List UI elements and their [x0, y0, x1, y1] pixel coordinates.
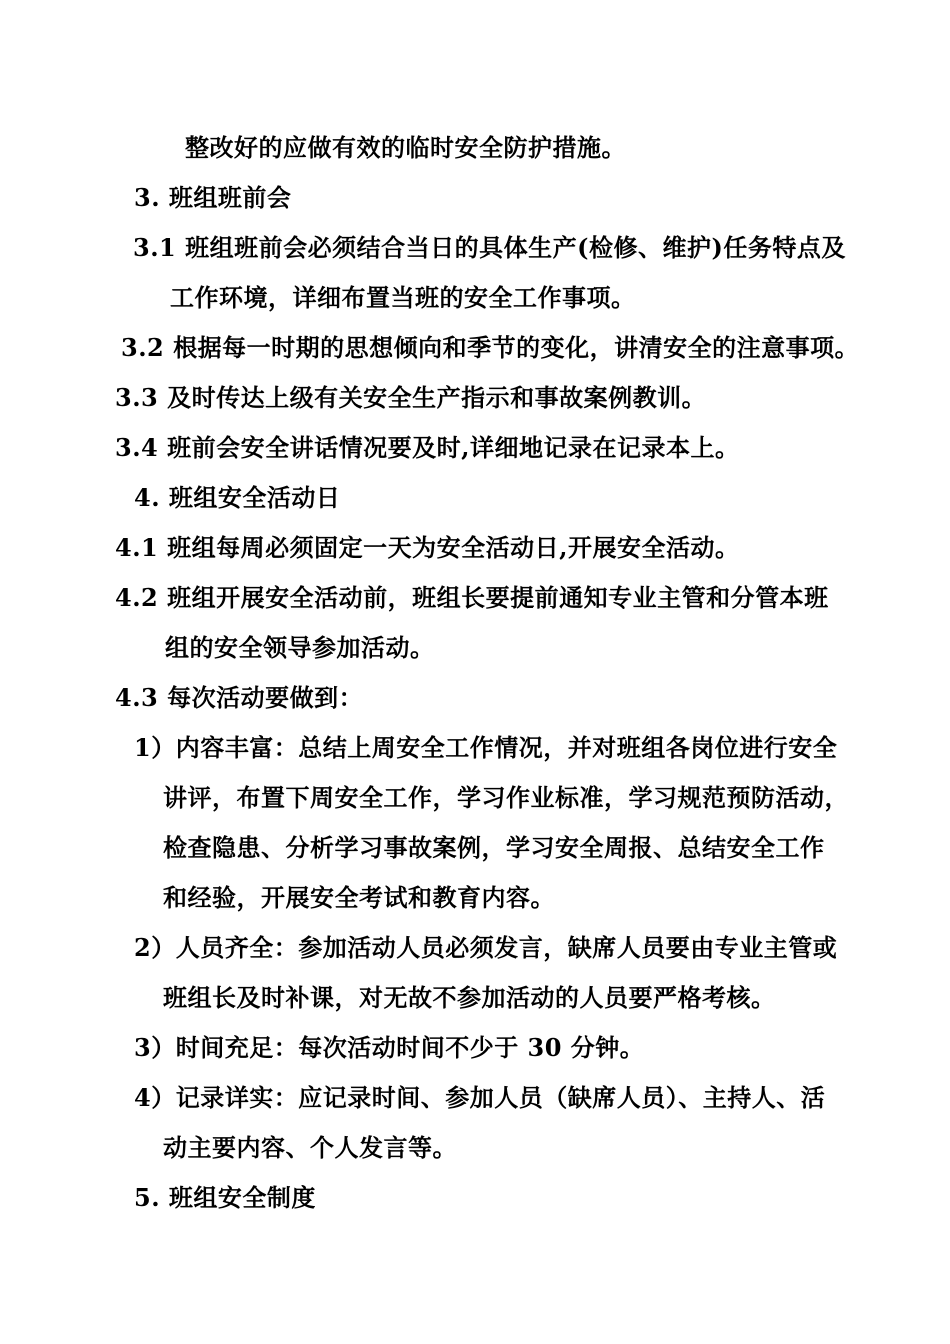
text-line: 动主要内容、个人发言等。	[163, 1133, 457, 1162]
section-heading: 5. 班组安全制度	[134, 1183, 316, 1212]
list-item: 4）记录详实：应记录时间、参加人员（缺席人员）、主持人、活	[134, 1083, 826, 1112]
text-line: 工作环境，详细布置当班的安全工作事项。	[170, 283, 636, 312]
text-line: 班组长及时补课，对无故不参加活动的人员要严格考核。	[163, 983, 776, 1012]
text-line: 检查隐患、分析学习事故案例，学习安全周报、总结安全工作	[163, 833, 825, 862]
text-line: 组的安全领导参加活动。	[165, 633, 435, 662]
list-item: 3）时间充足：每次活动时间不少于 30 分钟。	[134, 1033, 645, 1062]
section-heading: 3. 班组班前会	[134, 183, 292, 212]
text-line: 3.1 班组班前会必须结合当日的具体生产(检修、维护)任务特点及	[133, 233, 846, 262]
text-line: 3.4 班前会安全讲话情况要及时,详细地记录在记录本上。	[115, 433, 740, 462]
text-line: 4.1 班组每周必须固定一天为安全活动日,开展安全活动。	[115, 533, 740, 562]
text-line: 讲评，布置下周安全工作，学习作业标准，学习规范预防活动，	[163, 783, 849, 812]
text-line: 3.3 及时传达上级有关安全生产指示和事故案例教训。	[115, 383, 707, 412]
section-heading: 4. 班组安全活动日	[134, 483, 341, 512]
text-line: 和经验，开展安全考试和教育内容。	[163, 883, 555, 912]
list-item: 2）人员齐全：参加活动人员必须发言，缺席人员要由专业主管或	[134, 933, 838, 962]
list-item: 1）内容丰富：总结上周安全工作情况，并对班组各岗位进行安全	[134, 733, 838, 762]
text-line: 3.2 根据每一时期的思想倾向和季节的变化，讲清安全的注意事项。	[121, 333, 860, 362]
text-line: 整改好的应做有效的临时安全防护措施。	[185, 133, 626, 162]
text-line: 4.3 每次活动要做到：	[115, 683, 364, 712]
text-line: 4.2 班组开展安全活动前，班组长要提前通知专业主管和分管本班	[115, 583, 829, 612]
